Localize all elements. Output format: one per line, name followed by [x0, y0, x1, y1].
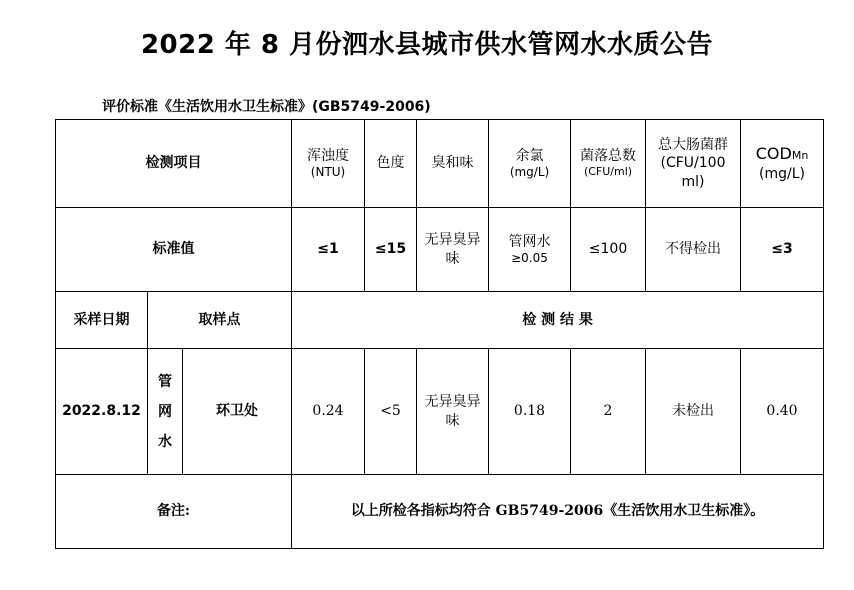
color-header	[365, 120, 417, 208]
sampling-location: 环卫处	[183, 349, 292, 475]
sampling-date: 2022.8.12	[56, 349, 148, 475]
remarks-text: 以上所检各指标均符合 GB5749-2006《生活饮用水卫生标准》。	[292, 475, 824, 549]
coliform-header	[646, 120, 741, 208]
section-row	[56, 292, 824, 349]
colony-name: 菌落总数	[580, 148, 637, 165]
result-turbidity: 0.24	[292, 349, 365, 475]
standard-turbidity: ≤1	[292, 208, 365, 292]
turbidity-name: 浑浊度	[307, 147, 350, 164]
standard-chlorine-value: ≥0.05	[511, 250, 548, 265]
standard-colony: ≤100	[571, 208, 646, 292]
cod-unit: (mg/L)	[759, 165, 805, 182]
odor-name: 臭和味	[431, 155, 474, 172]
page-title: 2022 年 8 月份泗水县城市供水管网水水质公告	[140, 30, 714, 60]
result-color: <5	[365, 349, 417, 475]
colony-header	[571, 120, 646, 208]
remarks-row	[56, 475, 824, 549]
standard-coliform: 不得检出	[646, 208, 741, 292]
header-row	[56, 120, 824, 208]
water-type-char: 管	[158, 373, 172, 390]
odor-header	[417, 120, 489, 208]
colony-unit: (CFU/ml)	[583, 165, 633, 179]
standard-cod: ≤3	[741, 208, 824, 292]
standard-label: 标准值	[56, 208, 292, 292]
cod-subscript: Mn	[791, 149, 809, 162]
water-type	[148, 349, 183, 475]
result-cod: 0.40	[741, 349, 824, 475]
water-type-char: 网	[158, 403, 172, 420]
cod-name: COD	[755, 144, 792, 163]
sampling-date-label: 采样日期	[56, 292, 148, 349]
color-name: 色度	[376, 155, 405, 172]
water-type-char: 水	[158, 433, 172, 450]
result-row	[56, 349, 824, 475]
water-quality-table	[55, 119, 824, 549]
turbidity-unit: (NTU)	[310, 164, 346, 179]
chlorine-unit: (mg/L)	[509, 164, 550, 179]
standard-chlorine	[489, 208, 571, 292]
item-label: 检测项目	[56, 120, 292, 208]
chlorine-name: 余氯	[515, 147, 544, 164]
coliform-name: 总大肠菌群	[658, 137, 729, 154]
turbidity-header	[292, 120, 365, 208]
cod-header	[741, 120, 824, 208]
sampling-point-label: 取样点	[148, 292, 292, 349]
chlorine-header	[489, 120, 571, 208]
standard-row	[56, 208, 824, 292]
standard-chlorine-label: 管网水	[508, 233, 551, 250]
standard-odor: 无异臭异味	[417, 208, 489, 292]
results-label: 检 测 结 果	[292, 292, 824, 349]
result-chlorine: 0.18	[489, 349, 571, 475]
evaluation-standard: 评价标准《生活饮用水卫生标准》(GB5749-2006)	[102, 99, 431, 115]
result-colony: 2	[571, 349, 646, 475]
result-coliform: 未检出	[646, 349, 741, 475]
remarks-label: 备注:	[56, 475, 292, 549]
coliform-unit: (CFU/100 ml)	[660, 155, 726, 190]
standard-color: ≤15	[365, 208, 417, 292]
result-odor: 无异臭异味	[417, 349, 489, 475]
